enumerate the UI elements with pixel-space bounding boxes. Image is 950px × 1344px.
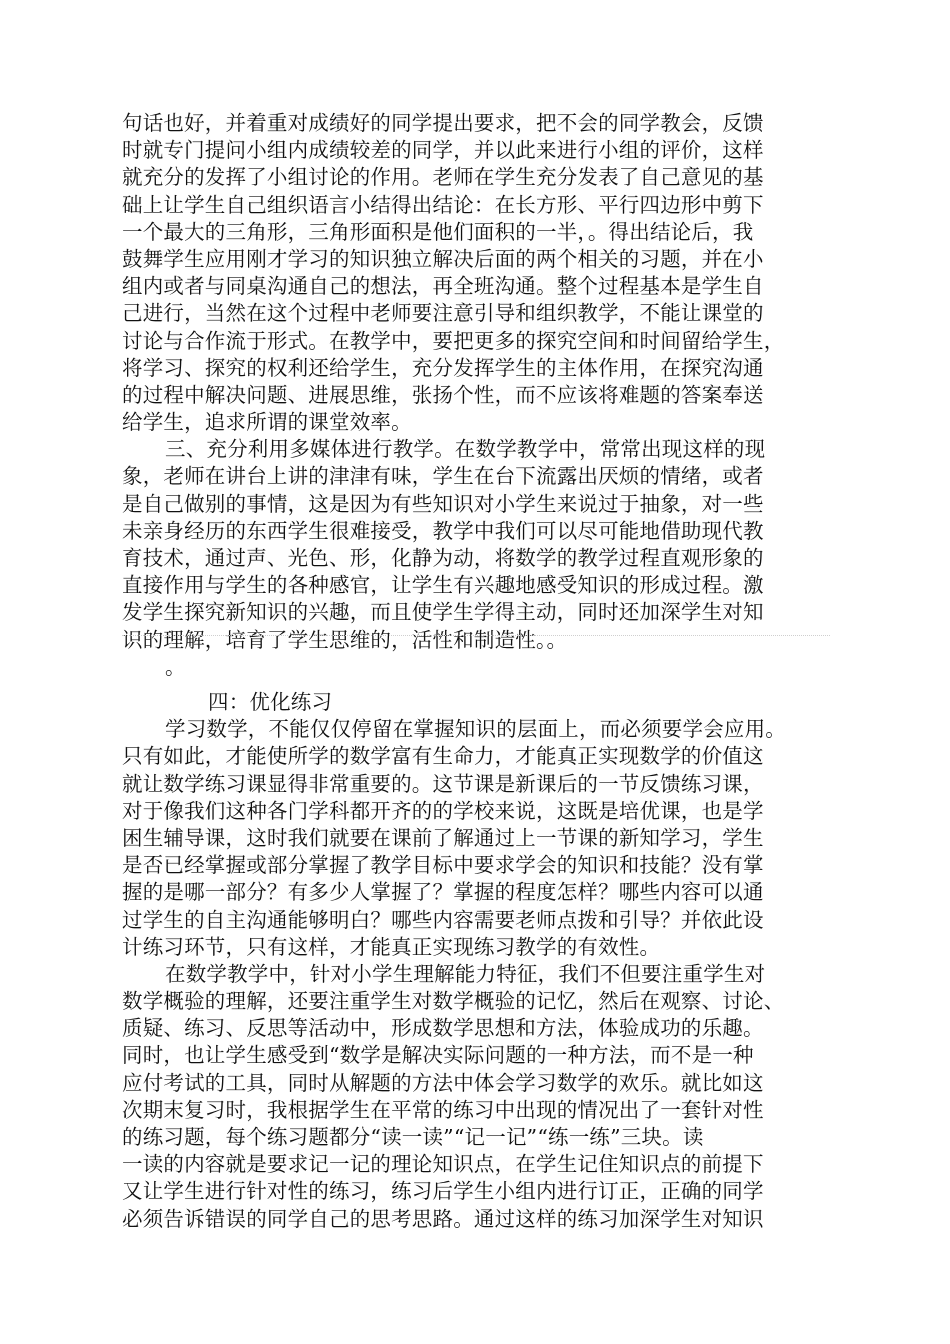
text-line: 础上让学生自己组织语言小结得出结论：在长方形、平行四边形中剪下 xyxy=(122,192,764,217)
text-line: 句话也好，并着重对成绩好的同学提出要求，把不会的同学教会，反馈 xyxy=(122,111,764,135)
text-line: 只有如此，才能使所学的数学富有生命力，才能真正实现数学的价值这 xyxy=(122,744,764,769)
text-line: 就充分的发挥了小组讨论的作用。老师在学生充分发表了自己意见的基 xyxy=(122,165,764,190)
text-line: 困生辅导课，这时我们就要在课前了解通过上一节课的新知学习，学生 xyxy=(122,825,764,850)
text-line: 象，老师在讲台上讲的津津有味，学生在台下流露出厌烦的情绪，或者 xyxy=(122,464,764,489)
text-line: 己进行，当然在这个过程中老师要注意引导和组织教学，不能让课堂的 xyxy=(122,301,764,326)
text-line: 是否已经掌握或部分掌握了教学目标中要求学会的知识和技能？没有掌 xyxy=(122,853,764,878)
text-line: 是自己做别的事情，这是因为有些知识对小学生来说过于抽象，对一些 xyxy=(122,491,764,516)
text-line: 一个最大的三角形，三角形面积是他们面积的一半，。得出结论后，我 xyxy=(122,219,754,244)
text-line: 发学生探究新知识的兴趣，而且使学生学得主动，同时还加深学生对知 xyxy=(122,600,764,625)
text-line: 的过程中解决问题、进展思维，张扬个性，而不应该将难题的答案奉送 xyxy=(122,382,764,407)
text-line: 数学概验的理解，还要注重学生对数学概验的记忆，然后在观察、讨论、 xyxy=(122,989,785,1014)
text-line: 次期末复习时，我根据学生在平常的练习中出现的情况出了一套针对性 xyxy=(122,1097,764,1122)
text-line: 又让学生进行针对性的练习，练习后学生小组内进行订正，正确的同学 xyxy=(122,1179,764,1204)
text-line: 未亲身经历的东西学生很难接受，教学中我们可以尽可能地借助现代教 xyxy=(122,518,764,543)
text-line: 直接作用与学生的各种感官，让学生有兴趣地感受知识的形成过程。激 xyxy=(122,573,764,598)
text-line: 质疑、练习、反思等活动中，形成数学思想和方法，体验成功的乐趣。 xyxy=(122,1016,764,1041)
text-line: 计练习环节，只有这样，才能真正实现练习教学的有效性。 xyxy=(122,934,661,959)
text-section-bottom xyxy=(122,689,830,1233)
text-line: 同时，也让学生感受到“数学是解决实际问题的一种方法，而不是一种 xyxy=(122,1043,754,1068)
text-line: 握的是哪一部分？有多少人掌握了？掌握的程度怎样？哪些内容可以通 xyxy=(122,880,764,905)
text-line: 就让数学练习课显得非常重要的。这节课是新课后的一节反馈练习课， xyxy=(122,771,764,796)
text-section-top xyxy=(122,110,830,681)
text-line: 识的理解，培育了学生思维的，活性和制造性。。 xyxy=(122,627,568,652)
text-line: 组内或者与同桌沟通自己的想法，再全班沟通。整个过程基本是学生自 xyxy=(122,274,764,299)
trailing-mark-line: 。 xyxy=(165,654,186,679)
text-line: 给学生，追求所谓的课堂效率。 xyxy=(122,410,412,435)
page-break-separator xyxy=(122,635,830,636)
section-heading: 四：优化练习 xyxy=(208,690,333,714)
text-line: 鼓舞学生应用刚才学习的知识独立解决后面的两个相关的习题，并在小 xyxy=(122,246,764,271)
text-line: 讨论与合作流于形式。在教学中，要把更多的探究空间和时间留给学生， xyxy=(122,328,785,353)
paragraph-start-line: 在数学教学中，针对小学生理解能力特征，我们不但要注重学生对 xyxy=(165,961,766,986)
text-line: 应付考试的工具，同时从解题的方法中体会学习数学的欢乐。就比如这 xyxy=(122,1070,764,1095)
paragraph-start-line: 三、充分利用多媒体进行教学。在数学教学中，常常出现这样的现 xyxy=(165,437,766,462)
paragraph-start-line: 学习数学，不能仅仅停留在掌握知识的层面上，而必须要学会应用。 xyxy=(165,717,786,742)
text-line: 的练习题，每个练习题都分“读一读”“记一记”“练一练”三块。读 xyxy=(122,1125,704,1149)
text-line: 一读的内容就是要求记一记的理论知识点，在学生记住知识点的前提下 xyxy=(122,1152,764,1177)
text-line: 育技术，通过声、光色、形，化静为动，将数学的教学过程直观形象的 xyxy=(122,546,764,570)
text-line: 过学生的自主沟通能够明白？哪些内容需要老师点拨和引导？并依此设 xyxy=(122,907,764,932)
text-line: 将学习、探究的权利还给学生，充分发挥学生的主体作用，在探究沟通 xyxy=(122,355,764,380)
text-line: 对于像我们这种各门学科都开齐的的学校来说，这既是培优课，也是学 xyxy=(122,798,764,823)
text-line: 时就专门提问小组内成绩较差的同学，并以此来进行小组的评价，这样 xyxy=(122,138,764,163)
text-line: 必须告诉错误的同学自己的思考思路。通过这样的练习加深学生对知识 xyxy=(122,1206,764,1231)
